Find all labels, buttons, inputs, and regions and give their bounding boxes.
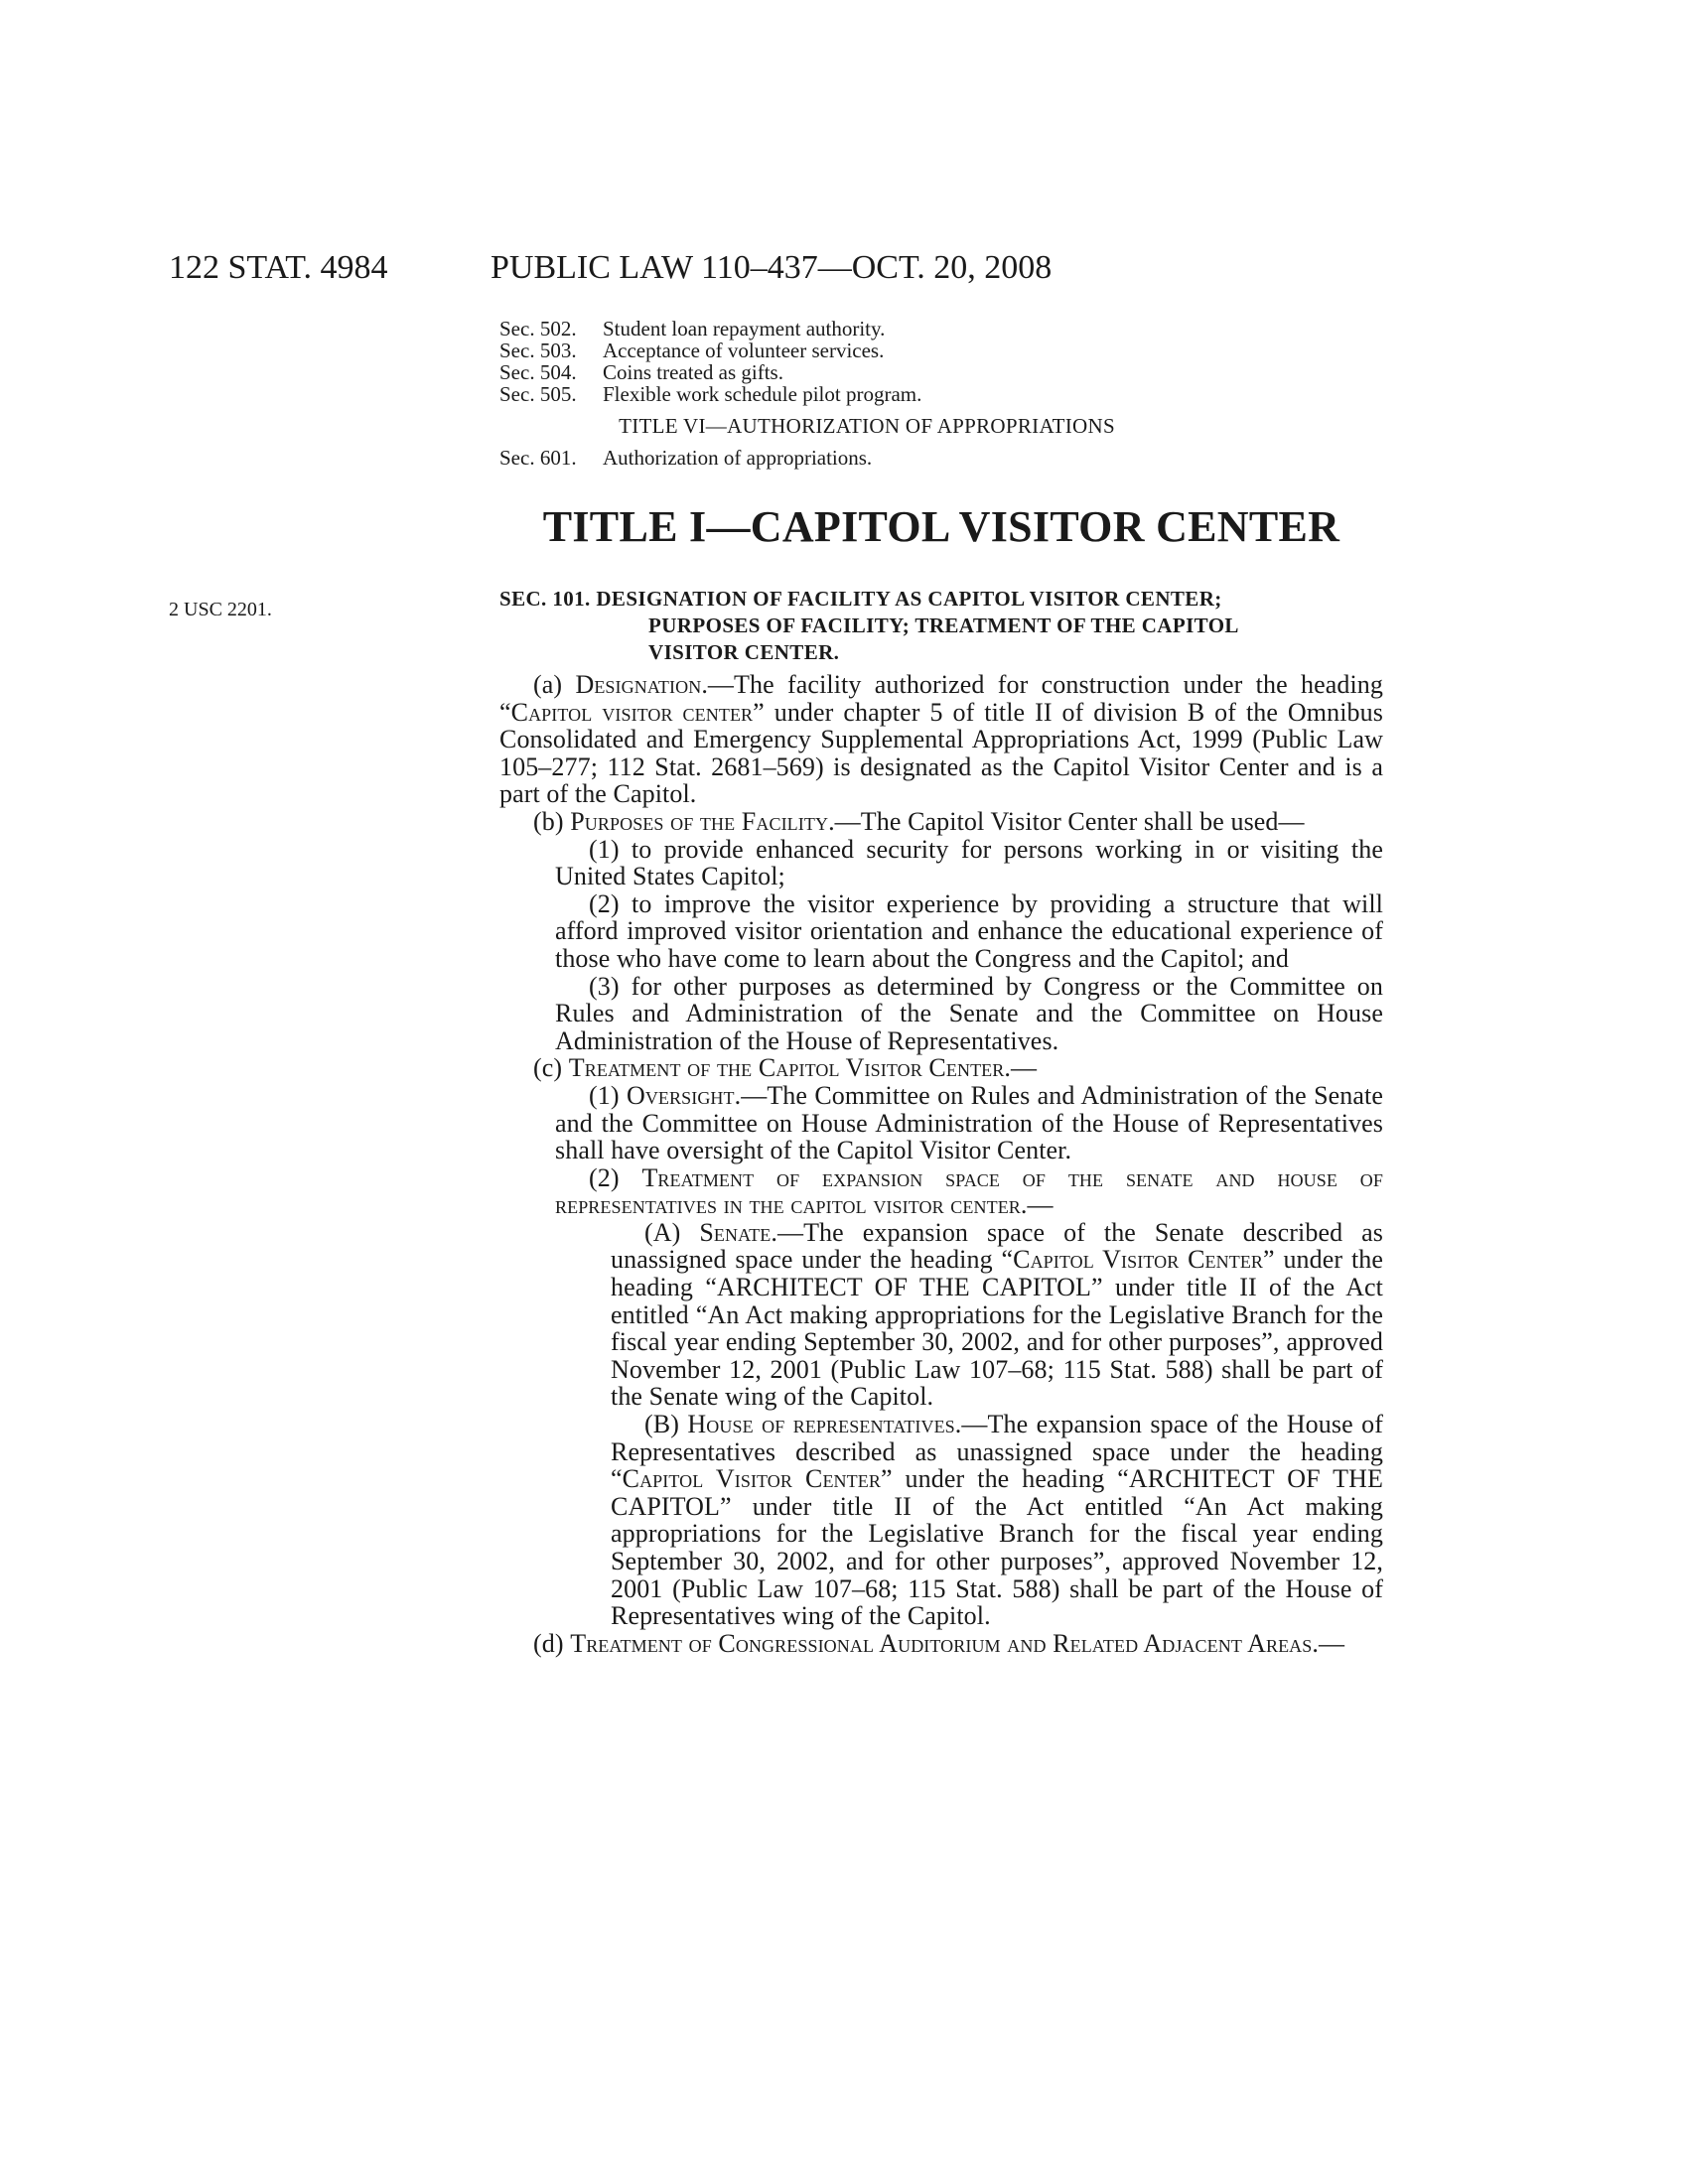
quoted-heading: Capitol Visitor Center [1013,1245,1264,1275]
section-heading [499,586,1383,666]
quoted-heading: Capitol Visitor Center [622,1464,881,1494]
subsection-text: .—The facility authorized for construction under the heading “ [499,670,1384,727]
table-of-contents [499,318,1383,469]
subparagraph-text: .—The expansion space of the House of Representatives described as unassigned space under the heading “ [611,1410,1384,1494]
subparagraph-label: (A) [644,1217,700,1247]
subsection-heading: Treatment of Congressional Auditorium and Related Adjacent Areas [570,1628,1313,1658]
toc-section-title: Authorization of appropriations. [603,446,873,470]
paragraph-heading: Oversight [626,1080,735,1110]
subsection-b [499,808,1383,836]
paragraph-label: (1) [589,1080,627,1110]
toc-item [499,318,1383,340]
subsection-label: (d) [533,1628,571,1658]
subsection-text: ” under chapter 5 of title II of division B of the Omnibus Consolidated and Emergency Supplemental Appropriations Act, 1999 (Public Law 105–277; 112 Stat. 2681–569) is designated as the Capitol Visitor Center and is a part of the Capitol. [499,697,1383,809]
subparagraph-label: (B) [644,1410,688,1439]
paragraph-b2: (2) to improve the visitor experience by providing a structure that will afford improved visitor orientation and enhance the educational experience of those who have come to learn about the Congress and the Capitol; and [555,888,1383,973]
toc-section-number: Sec. 503. [499,339,577,362]
subparagraph-b [499,1411,1383,1630]
section-heading-line: PURPOSES OF FACILITY; TREATMENT OF THE CAPITOL [648,614,1239,637]
subsection-text: .—The Capitol Visitor Center shall be used— [828,806,1305,836]
toc-section-number: Sec. 601. [499,446,577,470]
toc-item [499,340,1383,361]
paragraph-b1: (1) to provide enhanced security for persons working in or visiting the United States Capitol; [555,834,1383,891]
paragraph-label: (2) [589,1162,642,1192]
toc-section-number: Sec. 504. [499,360,577,384]
toc-item [499,361,1383,383]
public-law-citation: PUBLIC LAW 110–437—OCT. 20, 2008 [491,249,1053,286]
subsection-a [499,671,1383,808]
subsection-c [499,1054,1383,1082]
toc-section-title: Coins treated as gifts. [603,360,783,384]
subparagraph-heading: Senate [699,1217,772,1247]
quoted-heading: Capitol visitor center [510,697,754,727]
paragraph-b3: (3) for other purposes as determined by Congress or the Committee on Rules and Administration of the Senate and the Committee on House Administration of the House of Representatives. [555,971,1383,1055]
subsection-heading: Designation [575,670,702,699]
toc-item [499,383,1383,405]
toc-item [499,447,1383,469]
toc-title-vi: TITLE VI—AUTHORIZATION OF APPROPRIATIONS [619,414,1115,438]
paragraph-c2 [499,1164,1383,1219]
subsection-label: (c) [533,1053,569,1083]
paragraph-text: .—The Committee on Rules and Administration of the Senate and the Committee on House Administration of the House of Representatives shall have oversight of the Capitol Visitor Center. [555,1080,1383,1165]
section-heading-line: SEC. 101. DESIGNATION OF FACILITY AS CAPITOL VISITOR CENTER; [499,587,1222,611]
toc-section-number: Sec. 502. [499,317,577,341]
margin-usc-citation: 2 USC 2201. [169,599,272,620]
subsection-heading: Purposes of the Facility [570,806,829,836]
toc-section-number: Sec. 505. [499,382,577,406]
toc-section-title: Flexible work schedule pilot program. [603,382,922,406]
paragraph-heading: Treatment of expansion space of the senate and house of representatives in the capitol visitor center [555,1162,1383,1220]
title-heading: TITLE I—CAPITOL VISITOR CENTER [542,502,1340,551]
subparagraph-text: ” under the heading “ARCHITECT OF THE CAPITOL” under title II of the Act entitled “An Act making appropriations for the Legislative Branch for the fiscal year ending September 30, 2002, and for other purposes”, approved November 12, 2001 (Public Law 107–68; 115 Stat. 588) shall be part of the Senate wing of the Capitol. [611,1245,1384,1412]
statute-page-number: 122 STAT. 4984 [169,249,388,286]
subsection-d [499,1630,1383,1658]
subparagraph-heading: House of representatives [687,1410,955,1439]
toc-section-title: Acceptance of volunteer services. [603,339,885,362]
subparagraph-a [499,1219,1383,1411]
paragraph-text: .— [1020,1190,1054,1220]
section-body [499,671,1383,1657]
subparagraph-text: .—The expansion space of the Senate described as unassigned space under the heading “ [611,1217,1383,1275]
subsection-heading: Treatment of the Capitol Visitor Center [568,1053,1005,1083]
section-heading-line: VISITOR CENTER. [648,640,840,664]
subsection-label: (b) [533,806,571,836]
subsection-text: .— [1312,1628,1345,1658]
toc-section-title: Student loan repayment authority. [603,317,886,341]
subsection-text: .— [1004,1053,1038,1083]
subsection-label: (a) [533,670,576,699]
subparagraph-text: ” under the heading “ARCHITECT OF THE CAPITOL” under title II of the Act entitled “An Act making appropriations for the Legislative Branch for the fiscal year ending September 30, 2002, and for other purposes”, approved November 12, 2001 (Public Law 107–68; 115 Stat. 588) shall be part of the House of Representatives wing of the Capitol. [611,1464,1383,1631]
paragraph-c1 [499,1082,1383,1164]
